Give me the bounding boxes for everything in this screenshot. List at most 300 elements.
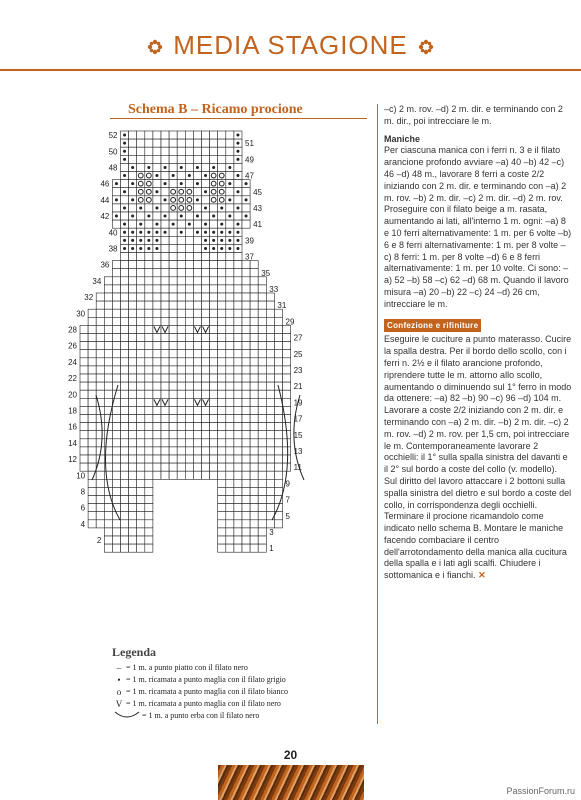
chart-cell [218,269,226,277]
chart-cell [112,342,120,350]
dot-icon [115,182,118,185]
chart-cell [185,277,193,285]
chart-cell [226,390,234,398]
chart-cell [137,342,145,350]
chart-cell [218,147,226,155]
chart-cell [145,139,153,147]
chart-cell [218,439,226,447]
chart-cell [129,536,137,544]
chart-cell [121,317,129,325]
chart-cell [169,463,177,471]
chart-cell [226,285,234,293]
chart-cell [153,261,161,269]
chart-cell [234,212,242,220]
chart-cell [177,342,185,350]
dot-icon: • [117,675,121,685]
chart-cell [177,463,185,471]
row-label-left: 4 [80,519,86,529]
dot-icon [147,166,150,169]
chart-cell [153,431,161,439]
chart-cell [210,309,218,317]
chart-cell [258,487,266,495]
chart-cell [137,487,145,495]
chart-cell [193,253,201,261]
chart-cell [177,325,185,333]
chart-cell [218,277,226,285]
chart-cell [210,431,218,439]
chart-cell [137,366,145,374]
chart-cell [104,471,112,479]
chart-cell [266,398,274,406]
chart-cell [153,147,161,155]
dot-icon [220,239,223,242]
chart-cell [226,544,234,552]
chart-cell [96,415,104,423]
chart-cell [242,358,250,366]
chart-cell [210,253,218,261]
chart-cell [169,431,177,439]
chart-cell [202,212,210,220]
chart-cell [193,447,201,455]
dot-icon [131,239,134,242]
row-label-left: 32 [84,293,94,303]
chart-cell [266,382,274,390]
chart-cell [193,236,201,244]
dot-icon [155,223,158,226]
chart-cell [210,139,218,147]
chart-cell [283,382,291,390]
chart-cell [210,220,218,228]
chart-cell [250,423,258,431]
chart-cell [266,309,274,317]
dot-icon [196,182,199,185]
dot-icon [123,223,126,226]
chart-cell [274,439,282,447]
chart-cell [193,188,201,196]
chart-cell [274,447,282,455]
dot-icon [228,215,231,218]
dot-icon [212,247,215,250]
chart-cell [274,334,282,342]
chart-cell [145,374,153,382]
chart-cell [121,423,129,431]
legend-text: = 1 m. a punto piatto con il filato nero [126,663,248,672]
chart-cell [145,447,153,455]
chart-cell [193,139,201,147]
chart-cell [145,406,153,414]
chart-cell [112,277,120,285]
chart-cell [177,236,185,244]
chart-cell [185,342,193,350]
chart-cell [266,431,274,439]
chart-cell [283,390,291,398]
chart-cell [153,342,161,350]
chart-cell [210,204,218,212]
chart-cell [145,147,153,155]
chart-cell [137,431,145,439]
chart-cell [193,309,201,317]
dot-icon [123,190,126,193]
dot-icon [155,206,158,209]
chart-cell [266,439,274,447]
chart-cell [242,366,250,374]
chart-cell [121,455,129,463]
chart-cell [137,423,145,431]
chart-cell [226,415,234,423]
chart-cell [112,261,120,269]
chart-cell [112,350,120,358]
chart-cell [210,471,218,479]
legend-item [112,710,372,722]
dot-icon [228,247,231,250]
dot-icon [220,206,223,209]
chart-cell [129,487,137,495]
chart-cell [210,277,218,285]
dot-icon [131,215,134,218]
dot-icon [212,215,215,218]
chart-cell [242,512,250,520]
chart-cell [88,334,96,342]
chart-cell [218,406,226,414]
row-label-right: 41 [253,220,263,230]
chart-cell [266,301,274,309]
chart-cell [242,334,250,342]
chart-cell [88,504,96,512]
chart-cell [234,544,242,552]
chart-cell [161,382,169,390]
row-label-right: 43 [253,203,263,213]
chart-cell [242,204,250,212]
chart-cell [177,220,185,228]
chart-cell [234,261,242,269]
chart-cell [185,228,193,236]
chart-cell [96,390,104,398]
dot-icon [180,166,183,169]
chart-cell [242,406,250,414]
chart-cell [266,471,274,479]
chart-cell [226,334,234,342]
chart-cell [88,366,96,374]
chart-cell [137,269,145,277]
chart-cell [104,309,112,317]
chart-cell [104,398,112,406]
chart-cell [169,236,177,244]
chart-cell [129,309,137,317]
chart-cell [226,366,234,374]
row-label-right: 17 [293,414,303,424]
chart-cell [104,415,112,423]
row-label-right: 19 [293,398,303,408]
chart-cell [274,325,282,333]
chart-cell [242,496,250,504]
chart-cell [104,512,112,520]
chart-cell [169,244,177,252]
chart-cell [137,155,145,163]
chart-cell [145,398,153,406]
dot-icon [236,247,239,250]
chart-cell [121,374,129,382]
chart-cell [266,342,274,350]
chart-cell [145,301,153,309]
chart-cell [112,317,120,325]
dot-icon [236,231,239,234]
chart-cell [202,301,210,309]
chart-cell [129,220,137,228]
dot-icon [172,174,175,177]
chart-cell [258,504,266,512]
chart-cell [202,366,210,374]
chart-cell [210,342,218,350]
chart-cell [185,180,193,188]
chart-cell [234,317,242,325]
chart-cell [218,455,226,463]
chart-cell [202,285,210,293]
row-label-right: 7 [285,495,290,505]
chart-cell [121,415,129,423]
chart-cell [169,285,177,293]
chart-cell [112,536,120,544]
chart-cell [185,236,193,244]
chart-cell [153,163,161,171]
legend-item [112,662,372,674]
chart-cell [193,204,201,212]
chart-cell [193,301,201,309]
chart-cell [234,253,242,261]
row-label-left: 42 [100,212,110,222]
row-label-left: 20 [68,390,77,400]
chart-cell [104,317,112,325]
chart-cell [218,342,226,350]
chart-cell [250,415,258,423]
chart-cell [121,350,129,358]
chart-cell [266,423,274,431]
chart-cell [202,334,210,342]
chart-cell [161,220,169,228]
chart-cell [193,471,201,479]
row-label-right: 11 [293,463,302,473]
chart-cell [242,285,250,293]
chart-cell [121,334,129,342]
chart-cell [129,325,137,333]
fabric-photo [218,765,364,800]
chart-cell [266,496,274,504]
chart-cell [161,172,169,180]
dot-icon [123,134,126,137]
chart-cell [242,471,250,479]
chart-cell [193,285,201,293]
chart-cell [177,285,185,293]
chart-cell [112,520,120,528]
chart-cell [145,496,153,504]
chart-cell [129,447,137,455]
chart-cell [193,463,201,471]
chart-cell [169,423,177,431]
chart-cell [112,334,120,342]
row-label-left: 8 [80,487,86,497]
chart-cell [80,342,88,350]
chart-cell [112,455,120,463]
chart-cell [250,342,258,350]
chart-cell [185,406,193,414]
chart-cell [96,512,104,520]
dot-icon [204,231,207,234]
chart-cell [283,447,291,455]
chart-cell [250,293,258,301]
chart-cell [242,277,250,285]
dot-icon [236,206,239,209]
chart-cell [153,471,161,479]
chart-cell [137,374,145,382]
chart-cell [145,439,153,447]
chart-cell [104,431,112,439]
chart-cell [96,325,104,333]
chart-cell [169,277,177,285]
dot-icon [236,174,239,177]
chart-cell [185,317,193,325]
chart-cell [250,431,258,439]
dot-icon [147,239,150,242]
chart-cell [202,431,210,439]
chart-cell [177,155,185,163]
maniche-heading: Maniche [384,133,421,144]
chart-cell [145,520,153,528]
maniche-body: Per ciascuna manica con i ferri n. 3 e il filato arancione profondo avviare –a) 40 –b) 42 –c) 46 –d) 48 m., lavorare 8 ferri a coste 2/2 iniziando con 2 m. dir. e terminando con –a) 2 m. rov. –b) 2 m. dir. –c) 2 m. dir. –d) 2 m. rov. Proseguire con il filato beige a m. rasata, aumentando ai lati, all'interno 1 m. ogni: –a) 8 e 10 ferri alternativamente: 1 m. per 6 volte –b) 6 e 8 ferri alternativamente: 1 m. per 8 volte –c) 8 ferri: 1 m. per 8 volte –d) 6 e 8 ferri alternativamente: 1 m. per 10 volte. Ci sono: –a) 52 –b) 58 –c) 62 –d) 68 m. Quando il lavoro misura –a) 20 –b) 22 –c) 24 –d) 26 cm, intrecciare le m. [384,145,572,309]
chart-cell [96,358,104,366]
chart-cell [218,512,226,520]
chart-cell [153,334,161,342]
chart-cell [226,504,234,512]
chart-cell [129,317,137,325]
chart-cell [226,147,234,155]
chart-cell [242,293,250,301]
chart-cell [104,390,112,398]
chart-cell [145,463,153,471]
dot-icon [180,215,183,218]
row-label-left: 28 [68,325,77,335]
chart-cell [258,390,266,398]
chart-cell [218,366,226,374]
chart-cell [137,415,145,423]
chart-cell [145,504,153,512]
chart-cell [202,293,210,301]
chart-cell [88,415,96,423]
chart-cell [169,374,177,382]
chart-cell [218,382,226,390]
chart-cell [266,390,274,398]
chart-cell [161,415,169,423]
chart-cell [177,293,185,301]
chart-cell [226,253,234,261]
chart-cell [185,269,193,277]
chart-cell [218,431,226,439]
chart-cell [137,512,145,520]
row-label-right: 13 [293,446,303,456]
chart-cell [112,358,120,366]
chart-cell [112,544,120,552]
section-title-text: MEDIA STAGIONE [173,30,408,60]
chart-cell [242,455,250,463]
chart-cell [274,423,282,431]
row-label-right: 23 [293,365,303,375]
row-label-right: 21 [293,382,303,392]
chart-cell [193,358,201,366]
chart-cell [210,334,218,342]
chart-cell [185,163,193,171]
chart-cell [258,496,266,504]
chart-cell [153,455,161,463]
chart-cell [112,309,120,317]
chart-cell [96,301,104,309]
chart-cell [161,317,169,325]
chart-cell [129,188,137,196]
chart-cell [121,342,129,350]
chart-cell [169,163,177,171]
chart-cell [80,390,88,398]
chart-cell [177,366,185,374]
chart-cell [129,398,137,406]
chart-cell [88,406,96,414]
chart-cell [145,536,153,544]
chart-cell [169,269,177,277]
chart-cell [258,398,266,406]
chart-cell [88,479,96,487]
chart-cell [112,285,120,293]
chart-cell [169,390,177,398]
chart-cell [250,463,258,471]
chart-cell [234,342,242,350]
chart-cell [161,455,169,463]
chart-cell [258,471,266,479]
chart-cell [226,447,234,455]
dot-icon [155,247,158,250]
dot-icon [196,166,199,169]
chart-cell [226,471,234,479]
chart-cell [193,406,201,414]
dot-icon [220,223,223,226]
chart-cell [202,155,210,163]
dot-icon [212,166,215,169]
row-label-right: 9 [285,479,290,489]
chart-cell [121,301,129,309]
chart-cell [250,528,258,536]
chart-cell [274,366,282,374]
chart-cell [250,512,258,520]
chart-cell [96,431,104,439]
chart-cell [88,439,96,447]
chart-cell [161,253,169,261]
chart-cell [258,309,266,317]
chart-cell [226,463,234,471]
chart-cell [129,496,137,504]
chart-cell [185,439,193,447]
chart-cell [218,285,226,293]
chart-cell [129,293,137,301]
dot-icon [139,223,142,226]
dot-icon [131,182,134,185]
chart-cell [202,358,210,366]
dot-icon [147,247,150,250]
chart-cell [161,406,169,414]
chart-cell [129,358,137,366]
dot-icon [123,158,126,161]
chart-cell [104,366,112,374]
chart-cell [121,406,129,414]
stem-stitch-icon [112,710,142,723]
dot-icon [196,215,199,218]
chart-cell [283,325,291,333]
chart-cell [169,253,177,261]
chart-cell [88,398,96,406]
